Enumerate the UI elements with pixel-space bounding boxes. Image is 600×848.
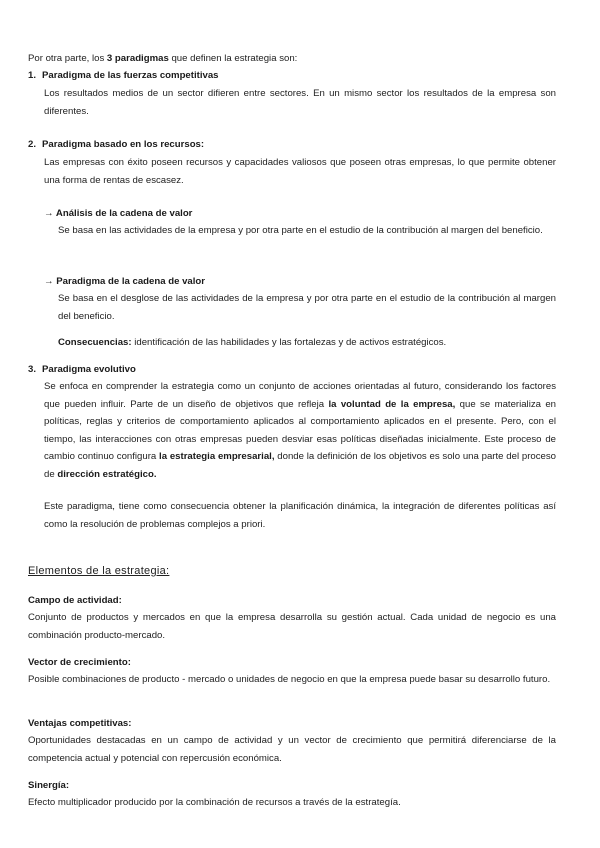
- p3-bold-1: la voluntad de la empresa,: [328, 398, 456, 410]
- element-1-title: [28, 592, 573, 610]
- sub2-title: [44, 273, 556, 291]
- paradigm-1-number: 1.: [28, 70, 37, 81]
- element-2-title-text: Vector de crecimiento:: [28, 657, 131, 668]
- sub1-title: [44, 205, 556, 223]
- p3-bold-3: dirección estratégico.: [57, 468, 157, 480]
- p3-bold-2: la estrategia empresarial,: [159, 451, 275, 462]
- element-2-text: Posible combinaciones de producto - mercado o unidades de negocio en que la empresa puede basar su desarrollo futuro.: [28, 674, 551, 685]
- paradigm-3-text: [44, 378, 556, 483]
- intro-text-end: que definen la estrategia son:: [168, 53, 298, 64]
- paradigm-3-heading: [28, 361, 573, 379]
- p3-text-1: Se enfoca en comprender la estrategia como un conjunto de acciones orientadas al futuro, considerando los factores que pueden influir. Parte de un diseño de objetivos que refleja: [44, 381, 556, 410]
- consequences-text: identificación de las habilidades y las fortalezas y de activos estratégicos.: [131, 337, 447, 348]
- intro-text: Por otra parte, los: [28, 53, 107, 64]
- paradigm-2-text: Las empresas con éxito poseen recursos y capacidades valiosos que poseen otras empresas, lo que permite obtener una forma de rentas de escasez.: [44, 157, 556, 186]
- elements-heading-text: Elementos de la estrategia:: [28, 565, 170, 577]
- sub1-title-text: → Análisis de la cadena de valor: [44, 208, 193, 219]
- paradigm-1-heading: [28, 67, 573, 85]
- p3-text-3: donde la definición de los objetivos es solo una parte del proceso de: [44, 451, 556, 480]
- sub1-text: Se basa en las actividades de la empresa y por otra parte en el estudio de la contribución al margen del beneficio.: [58, 225, 543, 236]
- paradigm-3-title: Paradigma evolutivo: [42, 364, 136, 375]
- element-4-title-text: Sinergía:: [28, 780, 70, 791]
- intro-paragraph: [28, 50, 573, 68]
- paradigm-2-number: 2.: [28, 139, 37, 150]
- paradigm-2-title: Paradigma basado en los recursos:: [42, 139, 205, 150]
- sub2-text: Se basa en el desglose de las actividades de la empresa y por otra parte en el estudio de la contribución al margen del beneficio.: [58, 293, 556, 322]
- element-4-title: [28, 777, 573, 795]
- consequences-label: Consecuencias:: [58, 337, 132, 348]
- sub2-title-text: → Paradigma de la cadena de valor: [44, 276, 206, 287]
- element-1-text: Conjunto de productos y mercados en que la empresa desarrolla su gestión actual. Cada unidad de negocio es una combinación producto-mercado.: [28, 612, 556, 641]
- paradigm-2-heading: [28, 136, 573, 154]
- element-1-title-text: Campo de actividad:: [28, 595, 122, 606]
- consequences-line: [58, 334, 556, 352]
- element-2-title: [28, 654, 573, 672]
- paradigm-1-text: Los resultados medios de un sector difieren entre sectores. En un mismo sector los resultados de la empresa son diferentes.: [44, 88, 556, 117]
- element-3-text: Oportunidades destacadas en un campo de actividad y un vector de crecimiento que permitirá diferenciarse de la competencia actual y potencial con repercusión económica.: [28, 735, 556, 764]
- paradigm-3-conclusion: Este paradigma, tiene como consecuencia obtener la planificación dinámica, la integración de diferentes políticas así como la resolución de problemas complejos a priori.: [44, 501, 556, 530]
- p3-text-2: que se materializa en políticas, reglas y criterios de comportamiento aplicados al comportamiento aplicados en el presente. Pero, con el tiempo, las interacciones con otras empresas pueden desviar esas políticas diseñadas inicialmente. Este proceso de cambio continuo configura: [44, 398, 557, 462]
- element-3-title: [28, 715, 573, 733]
- intro-bold: 3 paradigmas: [106, 53, 169, 64]
- element-3-title-text: Ventajas competitivas:: [28, 718, 132, 729]
- paradigm-1-title: Paradigma de las fuerzas competitivas: [42, 70, 219, 81]
- elements-heading: [28, 563, 573, 581]
- element-4-text: Efecto multiplicador producido por la combinación de recursos a través de la estrategía.: [28, 797, 401, 808]
- paradigm-3-number: 3.: [28, 364, 37, 375]
